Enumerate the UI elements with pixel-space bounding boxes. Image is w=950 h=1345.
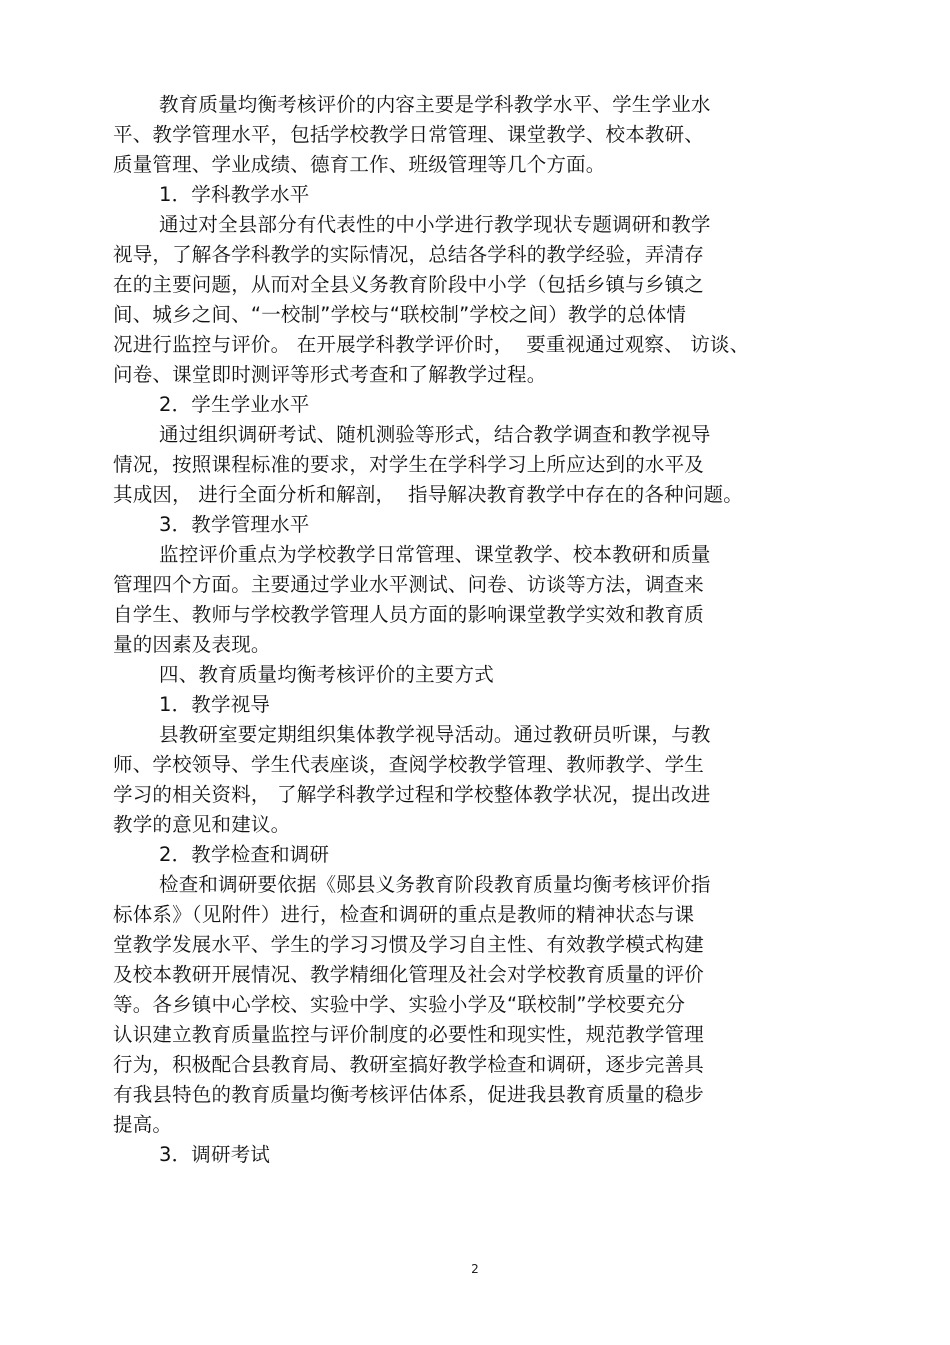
document-body <box>113 90 793 1170</box>
text-line: 有我县特色的教育质量均衡考核评估体系，促进我县教育质量的稳步 <box>113 1083 705 1106</box>
text-line: 管理四个方面。主要通过学业水平测试、问卷、访谈等方法，调查来 <box>113 573 705 596</box>
text-line: 通过对全县部分有代表性的中小学进行教学现状专题调研和教学 <box>159 213 711 236</box>
section-heading: 1．学科教学水平 <box>159 183 310 206</box>
page-number: 2 <box>471 1262 479 1276</box>
text-line: 况进行监控与评价。 在开展学科教学评价时， 要重视通过观察、 访谈、 <box>113 333 750 356</box>
text-line: 等。各乡镇中心学校、实验中学、实验小学及“联校制”学校要充分 <box>113 993 686 1016</box>
text-line: 情况，按照课程标准的要求，对学生在学科学习上所应达到的水平及 <box>113 453 705 476</box>
text-line: 平、教学管理水平，包括学校教学日常管理、课堂教学、校本教研、 <box>113 123 705 146</box>
text-line: 标体系》（见附件）进行，检查和调研的重点是教师的精神状态与课 <box>113 903 695 926</box>
text-line: 提高。 <box>113 1113 173 1136</box>
section-heading: 2．教学检查和调研 <box>159 843 330 866</box>
text-line: 量的因素及表现。 <box>113 633 271 656</box>
text-line: 监控评价重点为学校教学日常管理、课堂教学、校本教研和质量 <box>159 543 711 566</box>
text-line: 学习的相关资料， 了解学科教学过程和学校整体教学状况，提出改进 <box>113 783 711 806</box>
section-heading: 3．调研考试 <box>159 1143 271 1166</box>
text-line: 在的主要问题，从而对全县义务教育阶段中小学（包括乡镇与乡镇之 <box>113 273 705 296</box>
section-heading: 2．学生学业水平 <box>159 393 310 416</box>
text-line: 教育质量均衡考核评价的内容主要是学科教学水平、学生学业水 <box>159 93 711 116</box>
text-line: 及校本教研开展情况、教学精细化管理及社会对学校教育质量的评价 <box>113 963 705 986</box>
text-line: 检查和调研要依据《郧县义务教育阶段教育质量均衡考核评价指 <box>159 873 711 896</box>
section-heading: 3．教学管理水平 <box>159 513 310 536</box>
text-line: 县教研室要定期组织集体教学视导活动。通过教研员听课，与教 <box>159 723 711 746</box>
text-line: 质量管理、学业成绩、德育工作、班级管理等几个方面。 <box>113 153 606 176</box>
text-line: 间、城乡之间、“一校制”学校与“联校制”学校之间）教学的总体情 <box>113 303 687 326</box>
chapter-heading: 四、教育质量均衡考核评价的主要方式 <box>159 663 494 686</box>
text-line: 视导，了解各学科教学的实际情况，总结各学科的教学经验，弄清存 <box>113 243 705 266</box>
section-heading: 1．教学视导 <box>159 693 271 716</box>
text-line: 其成因， 进行全面分析和解剖， 指导解决教育教学中存在的各种问题。 <box>113 483 743 506</box>
text-line: 教学的意见和建议。 <box>113 813 291 836</box>
text-line: 自学生、教师与学校教学管理人员方面的影响课堂教学实效和教育质 <box>113 603 705 626</box>
text-line: 问卷、课堂即时测评等形式考查和了解教学过程。 <box>113 363 547 386</box>
text-line: 堂教学发展水平、学生的学习习惯及学习自主性、有效教学模式构建 <box>113 933 705 956</box>
text-line: 师、学校领导、学生代表座谈，查阅学校教学管理、教师教学、学生 <box>113 753 705 776</box>
text-line: 认识建立教育质量监控与评价制度的必要性和现实性，规范教学管理 <box>113 1023 705 1046</box>
text-line: 通过组织调研考试、随机测验等形式，结合教学调查和教学视导 <box>159 423 711 446</box>
text-line: 行为，积极配合县教育局、教研室搞好教学检查和调研，逐步完善具 <box>113 1053 705 1076</box>
